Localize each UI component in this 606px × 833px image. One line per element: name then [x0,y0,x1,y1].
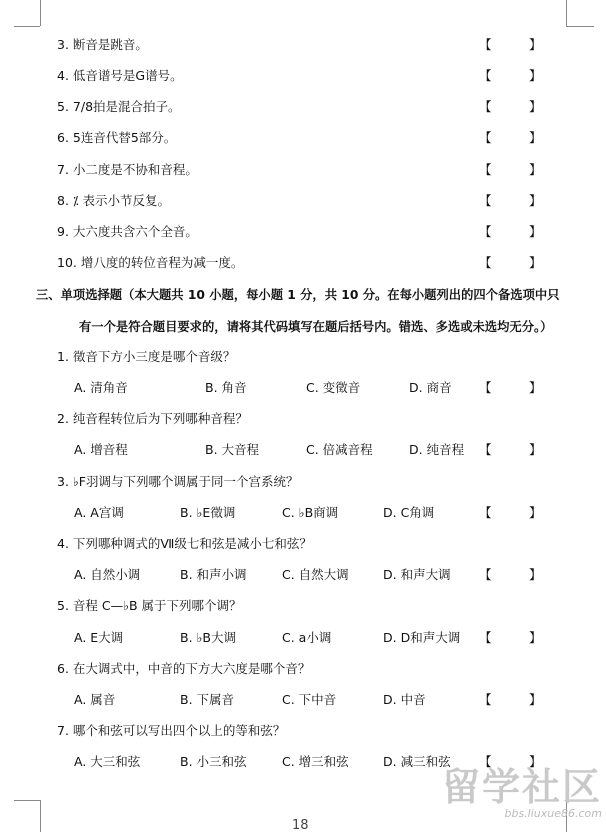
answer-bracket: 【 】 [479,754,542,769]
option-d: D. 和声大调 [383,567,451,582]
option-b: B. ♭B大调 [180,630,236,645]
crop-mark [566,0,567,26]
watermark-url: bbs.liuxue86.com [504,807,602,820]
option-b: B. 角音 [205,380,247,395]
question-stem: 3. ♭F羽调与下列哪个调属于同一个宫系统？ [57,474,299,489]
tf-item: 4. 低音谱号是G谱号。 [57,68,183,83]
option-a: A. 清角音 [74,380,128,395]
answer-bracket: 【 】 [479,224,542,239]
option-c: C. 变徵音 [306,380,361,395]
option-a: A. 增音程 [74,442,128,457]
option-c: C. ♭B商调 [282,505,339,520]
question-stem: 5. 音程 C—♭B 属于下列哪个调？ [57,598,242,613]
watermark [442,767,602,820]
question-stem: 6. 在大调式中，中音的下方大六度是哪个音？ [57,661,311,676]
option-d: D. 商音 [409,380,452,395]
option-d: D. C角调 [383,505,435,520]
option-a: A. 属音 [74,692,116,707]
option-d: D. D和声大调 [383,630,461,645]
answer-bracket: 【 】 [479,255,542,270]
option-c: C. 自然大调 [282,567,349,582]
section-heading-cont: 有一个是符合题目要求的，请将其代码填写在题后括号内。错选、多选或未选均无分。） [79,320,553,334]
crop-mark [40,0,41,26]
answer-bracket: 【 】 [479,630,542,645]
option-b: B. ♭E徵调 [180,505,236,520]
tf-item: 5. 7/8拍是混合拍子。 [57,99,181,114]
option-b: B. 小三和弦 [180,754,247,769]
tf-item: 7. 小二度是不协和音程。 [57,162,198,177]
crop-mark [566,26,594,27]
question-stem: 2. 纯音程转位后为下列哪种音程？ [57,411,248,426]
option-c: C. 倍减音程 [306,442,373,457]
option-a: A. 大三和弦 [74,754,141,769]
question-stem: 4. 下列哪种调式的Ⅶ级七和弦是减小七和弦？ [57,536,312,551]
option-d: D. 减三和弦 [383,754,451,769]
option-d: D. 纯音程 [409,442,465,457]
question-stem: 7. 哪个和弦可以写出四个以上的等和弦？ [57,723,286,738]
option-c: C. 增三和弦 [282,754,349,769]
crop-mark [14,26,40,27]
answer-bracket: 【 】 [479,380,542,395]
option-b: B. 和声小调 [180,567,247,582]
answer-bracket: 【 】 [479,162,542,177]
tf-item: 8. ⁒ 表示小节反复。 [57,193,170,208]
answer-bracket: 【 】 [479,442,542,457]
question-stem: 1. 徵音下方小三度是哪个音级？ [57,349,236,364]
answer-bracket: 【 】 [479,37,542,52]
tf-item: 9. 大六度共含六个全音。 [57,224,198,239]
option-a: A. A宫调 [74,505,124,520]
answer-bracket: 【 】 [479,193,542,208]
answer-bracket: 【 】 [479,99,542,114]
option-b: B. 下属音 [180,692,235,707]
page-number: 18 [292,818,309,833]
option-b: B. 大音程 [205,442,260,457]
option-d: D. 中音 [383,692,426,707]
option-a: A. E大调 [74,630,124,645]
crop-mark [14,800,40,801]
tf-item: 3. 断音是跳音。 [57,37,148,52]
answer-bracket: 【 】 [479,567,542,582]
section-heading: 三、单项选择题（本大题共 10 小题，每小题 1 分，共 10 分。在每小题列出的四个备选项中只 [36,288,560,302]
tf-item: 10. 增八度的转位音程为减一度。 [57,255,244,270]
answer-bracket: 【 】 [479,692,542,707]
answer-bracket: 【 】 [479,68,542,83]
option-c: C. a小调 [282,630,332,645]
answer-bracket: 【 】 [479,130,542,145]
crop-mark [40,800,41,832]
watermark-logo-text: 留学社区 [441,765,602,809]
option-c: C. 下中音 [282,692,337,707]
option-a: A. 自然小调 [74,567,141,582]
tf-item: 6. 5连音代替5部分。 [57,130,177,145]
answer-bracket: 【 】 [479,505,542,520]
